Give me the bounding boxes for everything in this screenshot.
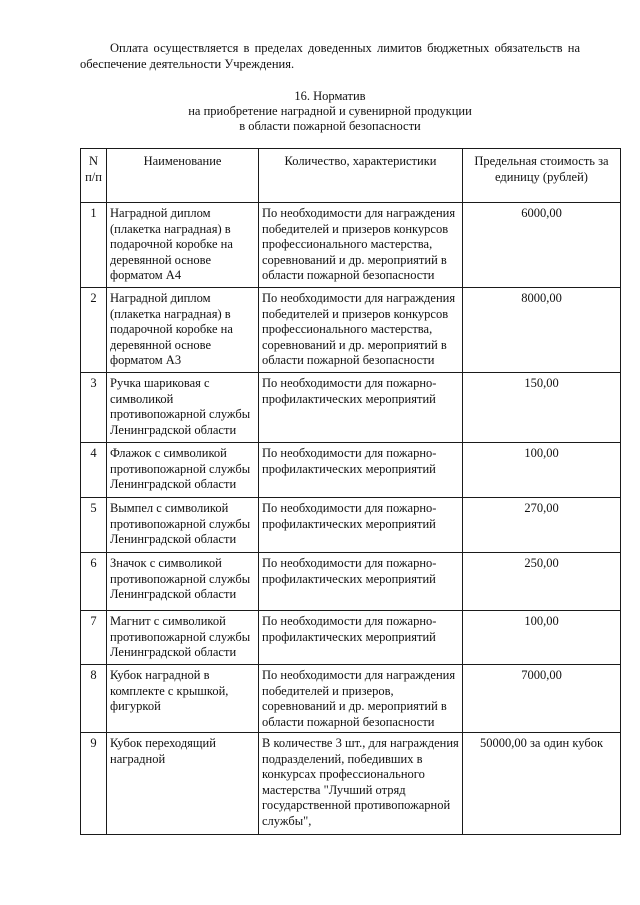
header-qty: Количество, характеристики [259, 149, 463, 203]
row-name: Наградной диплом (плакетка наградная) в подарочной коробке на деревянной основе форматом А4 [107, 203, 259, 288]
row-price: 50000,00 за один кубок [463, 733, 621, 835]
header-num: N п/п [81, 149, 107, 203]
row-num: 8 [81, 665, 107, 733]
intro-paragraph: Оплата осуществляется в пределах доведенных лимитов бюджетных обязательств на обеспечение деятельности Учреждения. [80, 41, 580, 71]
row-qty: По необходимости для пожарно-профилактических мероприятий [259, 553, 463, 611]
header-price: Предельная стоимость за единицу (рублей) [463, 149, 621, 203]
row-price: 150,00 [463, 373, 621, 443]
table-row [81, 203, 621, 288]
row-name: Ручка шариковая с символикой противопожарной службы Ленинградской области [107, 373, 259, 443]
norm-table [80, 148, 621, 835]
section-heading [80, 89, 580, 134]
heading-subtitle-1: на приобретение наградной и сувенирной продукции [188, 104, 472, 118]
row-qty: По необходимости для пожарно-профилактических мероприятий [259, 443, 463, 498]
heading-subtitle-2: в области пожарной безопасности [239, 119, 421, 133]
row-num: 6 [81, 553, 107, 611]
table-row [81, 288, 621, 373]
row-qty: По необходимости для пожарно-профилактических мероприятий [259, 498, 463, 553]
row-num: 3 [81, 373, 107, 443]
table-row [81, 733, 621, 835]
table-row [81, 373, 621, 443]
row-qty: По необходимости для пожарно-профилактических мероприятий [259, 611, 463, 665]
row-price: 6000,00 [463, 203, 621, 288]
heading-title: 16. Норматив [294, 89, 366, 103]
row-name: Магнит с символикой противопожарной службы Ленинградской области [107, 611, 259, 665]
table-row [81, 443, 621, 498]
table-row [81, 611, 621, 665]
table-row [81, 498, 621, 553]
row-qty: По необходимости для пожарно-профилактических мероприятий [259, 373, 463, 443]
table-row [81, 553, 621, 611]
row-price: 270,00 [463, 498, 621, 553]
row-num: 5 [81, 498, 107, 553]
row-price: 100,00 [463, 611, 621, 665]
row-num: 9 [81, 733, 107, 835]
row-num: 7 [81, 611, 107, 665]
header-name: Наименование [107, 149, 259, 203]
row-price: 7000,00 [463, 665, 621, 733]
row-name: Флажок с символикой противопожарной службы Ленинградской области [107, 443, 259, 498]
row-num: 4 [81, 443, 107, 498]
table-header-row [81, 149, 621, 203]
row-qty: В количестве 3 шт., для награждения подразделений, победивших в конкурсах профессионального мастерства "Лучший отряд государственной противопожарной службы", [259, 733, 463, 835]
row-num: 2 [81, 288, 107, 373]
row-name: Кубок переходящий наградной [107, 733, 259, 835]
row-qty: По необходимости для награждения победителей и призеров конкурсов профессионального мастерства, соревнований и др. мероприятий в области пожарной безопасности [259, 288, 463, 373]
row-price: 100,00 [463, 443, 621, 498]
row-price: 250,00 [463, 553, 621, 611]
row-name: Наградной диплом (плакетка наградная) в подарочной коробке на деревянной основе форматом А3 [107, 288, 259, 373]
row-name: Кубок наградной в комплекте с крышкой, фигуркой [107, 665, 259, 733]
row-qty: По необходимости для награждения победителей и призеров конкурсов профессионального мастерства, соревнований и др. мероприятий в области пожарной безопасности [259, 203, 463, 288]
row-price: 8000,00 [463, 288, 621, 373]
table-row [81, 665, 621, 733]
row-name: Вымпел с символикой противопожарной службы Ленинградской области [107, 498, 259, 553]
row-qty: По необходимости для награждения победителей и призеров, соревнований и др. мероприятий в области пожарной безопасности [259, 665, 463, 733]
row-num: 1 [81, 203, 107, 288]
row-name: Значок с символикой противопожарной службы Ленинградской области [107, 553, 259, 611]
